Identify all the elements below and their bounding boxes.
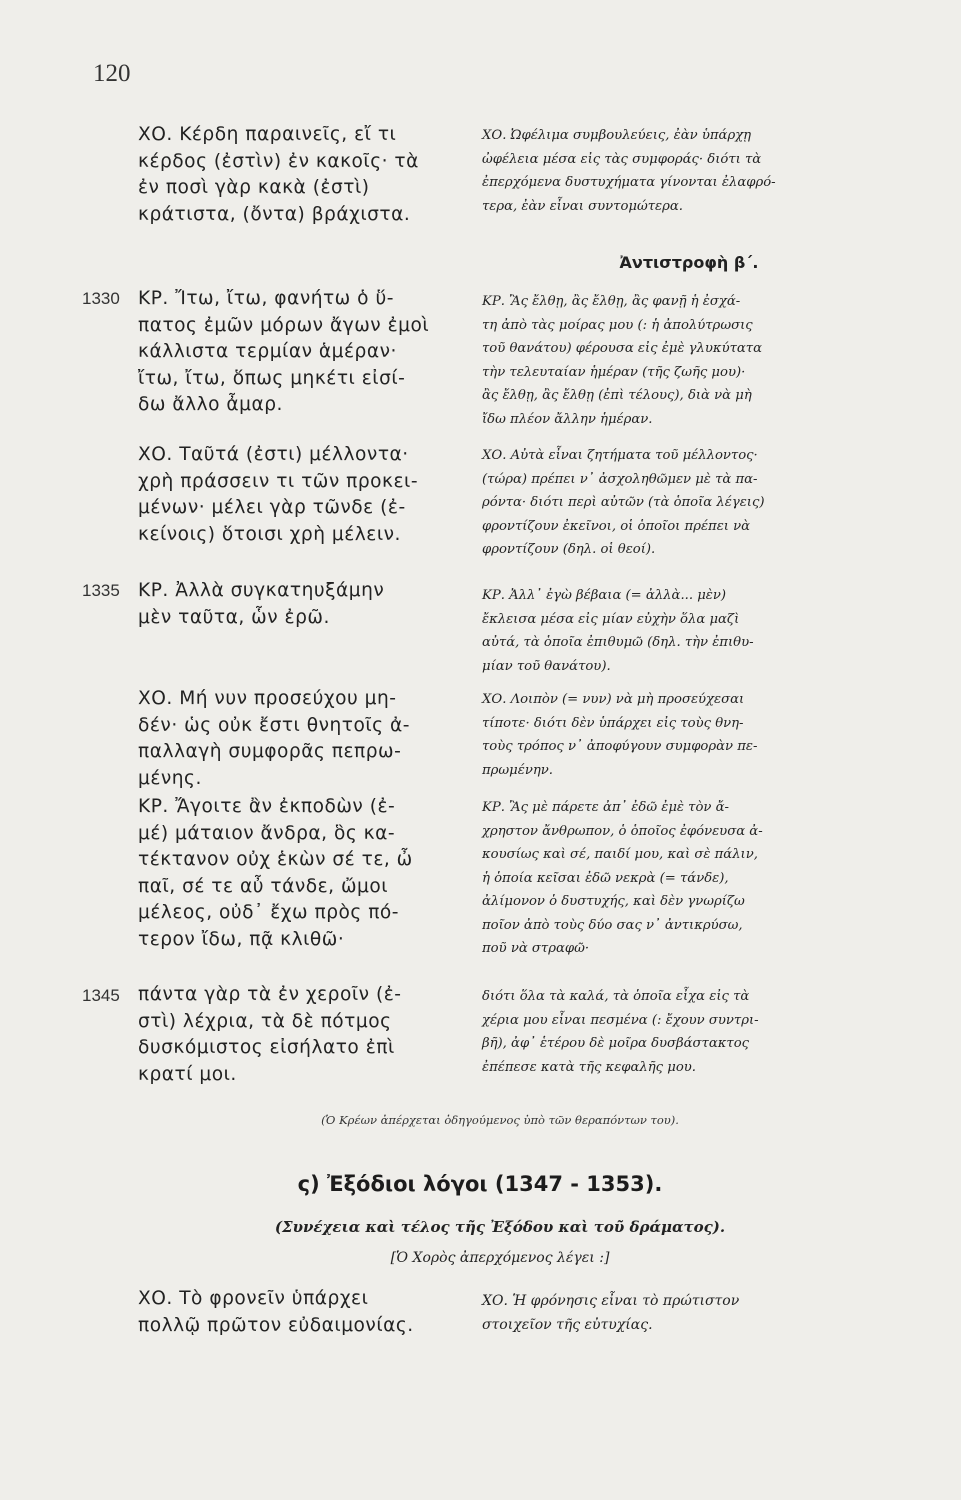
chorus-stage-direction: [Ὁ Χορὸς ἀπερχόμενος λέγει :] <box>390 1250 610 1266</box>
greek-text-creon-4: πάντα γὰρ τὰ ἐν χεροῖν (ἐ- στὶ) λέχρια, τὰ δὲ πότμος δυσκόμιστος εἰσήλατο ἐπὶ κρατί μοι. <box>138 984 402 1085</box>
greek-text-chorus-1: ΧΟ. Κέρδη παραινεῖς, εἴ τι κέρδος (ἐστὶν) ἐν κακοῖς· τὰ ἐν ποσὶ γὰρ κακὰ (ἐστὶ) κράτιστα, (ὄντα) βράχιστα. <box>138 124 419 225</box>
section-subtitle: (Συνέχεια καὶ τέλος τῆς Ἐξόδου καὶ τοῦ δράματος). <box>274 1218 726 1236</box>
greek-text-creon-3: ΚΡ. Ἄγοιτε ἂν ἐκποδὼν (ἐ- μέ) μάταιον ἄνδρα, ὃς κα- τέκτανον οὐχ ἑκὼν σέ τε, ὦ παῖ, σέ τε αὖ τάνδε, ὤμοι μέλεος, οὐδ᾽ ἔχω πρὸς πό- τερον ἴδω, πᾷ κλιθῶ· <box>138 796 413 950</box>
translation-chorus-1: ΧΟ. Ὠφέλιμα συμβουλεύεις, ἐὰν ὑπάρχῃ ὠφέλεια μέσα εἰς τὰς συμφοράς· διότι τὰ ἐπερχόμενα δυστυχήματα γίνονται ἐλαφρό- τερα, ἐὰν εἶναι συντομώτερα. <box>482 128 776 214</box>
line-number: 1335 <box>82 581 120 600</box>
translation-creon-4: διότι ὅλα τὰ καλά, τὰ ὁποῖα εἶχα εἰς τὰ χέρια μου εἶναι πεσμένα (: ἔχουν συντρι- βῆ), ἀφ᾽ ἑτέρου δὲ μοῖρα δυσβάστακτος ἐπέπεσε κατὰ τῆς κεφαλῆς μου. <box>482 989 759 1075</box>
section-title: ς) Ἐξόδιοι λόγοι (1347 - 1353). <box>297 1172 663 1196</box>
translation-chorus-3: ΧΟ. Λοιπὸν (= νυν) νὰ μὴ προσεύχεσαι τίποτε· διότι δὲν ὑπάρχει εἰς τοὺς θνη- τοὺς τρόπος ν᾽ ἀποφύγουν συμφορὰν πε- πρωμένην. <box>482 692 758 778</box>
greek-text-chorus-3: ΧΟ. Μή νυν προσεύχου μη- δέν· ὡς οὐκ ἔστι θνητοῖς ἀ- παλλαγὴ συμφορᾶς πεπρω- μένης. <box>138 688 410 789</box>
translation-final: ΧΟ. Ἡ φρόνησις εἶναι τὸ πρώτιστον στοιχεῖον τῆς εὐτυχίας. <box>482 1293 740 1333</box>
translation-creon-2: ΚΡ. Ἀλλ᾽ ἐγὼ βέβαια (= ἀλλὰ... μὲν) ἔκλεισα μέσα εἰς μίαν εὐχὴν ὅλα μαζὶ αὐτά, τὰ ὁποῖα ἐπιθυμῶ (δηλ. τὴν ἐπιθυ- μίαν τοῦ θανάτου). <box>482 588 754 674</box>
greek-text-creon-2: ΚΡ. Ἀλλὰ συγκατηυξάμην μὲν ταῦτα, ὧν ἐρῶ. <box>138 580 385 628</box>
antistrophe-heading: Ἀντιστροφὴ β΄. <box>619 253 759 272</box>
stage-direction: (Ὁ Κρέων ἀπέρχεται ὁδηγούμενος ὑπὸ τῶν θεραπόντων του). <box>321 1113 679 1127</box>
translation-chorus-2: ΧΟ. Αὐτὰ εἶναι ζητήματα τοῦ μέλλοντος· (τώρα) πρέπει ν᾽ ἀσχοληθῶμεν μὲ τὰ πα- ρόντα· διότι περὶ αὐτῶν (τὰ ὁποῖα λέγεις) φροντίζουν ἐκεῖνοι, οἱ ὁποῖοι πρέπει νὰ φροντίζουν (δηλ. οἱ θεοί). <box>482 448 765 557</box>
greek-text-chorus-2: ΧΟ. Ταῦτά (ἐστι) μέλλοντα· χρὴ πράσσειν τι τῶν προκει- μένων· μέλει γὰρ τῶνδε (ἐ- κείνοις) ὅτοισι χρὴ μέλειν. <box>138 444 419 545</box>
greek-text-final: ΧΟ. Τὸ φρονεῖν ὑπάρχει πολλῷ πρῶτον εὐδαιμονίας. <box>138 1288 414 1336</box>
line-number: 1330 <box>82 289 120 308</box>
translation-creon-3: ΚΡ. Ἂς μὲ πάρετε ἀπ᾽ ἐδῶ ἐμὲ τὸν ἄ- χρηστον ἄνθρωπον, ὁ ὁποῖος ἐφόνευσα ἀ- κουσίως καὶ σέ, παιδί μου, καὶ σὲ πάλιν, ἡ ὁποία κεῖσαι ἐδῶ νεκρὰ (= τάνδε), ἀλίμονον ὁ δυστυχής, καὶ δὲν γνωρίζω ποῖον ἀπὸ τοὺς δύο σας ν᾽ ἀντικρύσω, ποῦ νὰ στραφῶ· <box>482 800 763 956</box>
translation-creon-1: ΚΡ. Ἂς ἔλθῃ, ἂς ἔλθῃ, ἂς φανῇ ἡ ἐσχά- τη ἀπὸ τὰς μοίρας μου (: ἡ ἀπολύτρωσις τοῦ θανάτου) φέρουσα εἰς ἐμὲ γλυκύτατα τὴν τελευταίαν ἡμέραν (τῆς ζωῆς μου)· ἂς ἔλθῃ, ἂς ἔλθῃ (ἐπὶ τέλους), διὰ νὰ μὴ ἴδω πλέον ἄλλην ἡμέραν. <box>482 294 762 427</box>
page-number: 120 <box>93 60 131 87</box>
line-number: 1345 <box>82 986 120 1005</box>
greek-text-creon-1: ΚΡ. Ἴτω, ἴτω, φανήτω ὁ ὕ- πατος ἐμῶν μόρων ἄγων ἐμοὶ κάλλιστα τερμίαν ἁμέραν· ἴτω, ἴτω, ὅπως μηκέτι εἰσί- δω ἄλλο ἆμαρ. <box>138 288 430 416</box>
